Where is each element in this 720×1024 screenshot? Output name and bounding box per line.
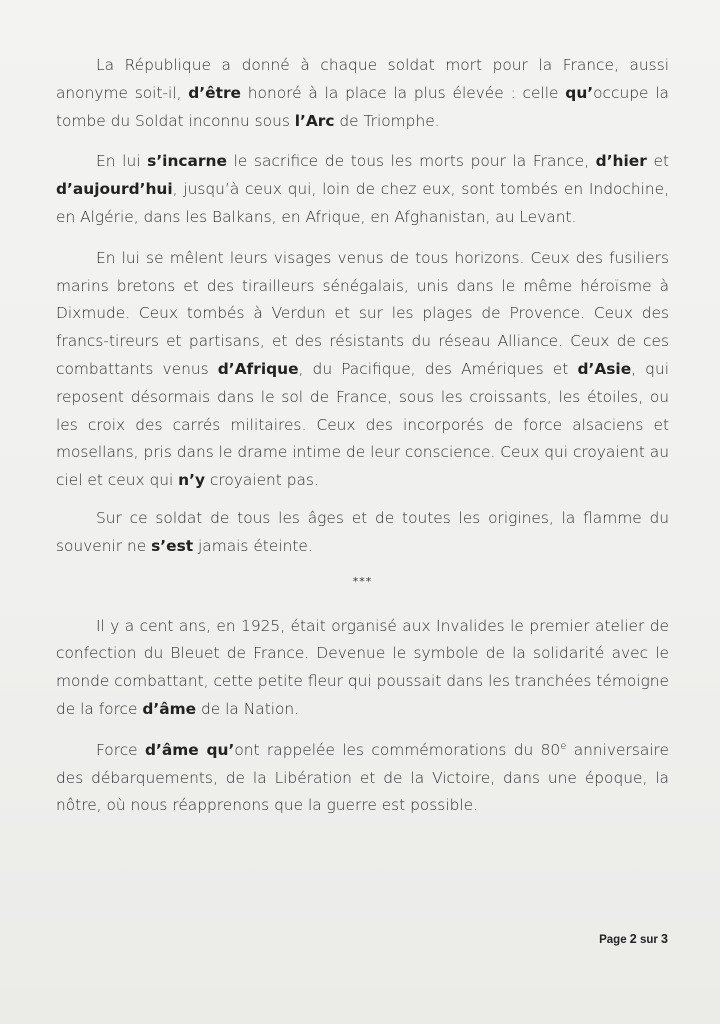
emphasized-text: d’âme [142, 699, 197, 718]
text-segment: , qui reposent désormais dans le sol de France, sous les croissants, les étoiles, ou les croix des carrés militaires. Ceux des incorporés de force alsaciens et mosellans, pris dans le drame intime de leur conscience. Ceux qui croyaient au ciel et ceux qui [56, 359, 669, 490]
text-segment: de la Nation. [196, 699, 300, 718]
text-segment: Force [96, 740, 145, 759]
emphasized-text: d’hier [595, 152, 647, 171]
text-segment: de Triomphe. [334, 111, 440, 130]
emphasized-text: d’âme qu’ [145, 740, 235, 759]
page-number-current: 2 [629, 932, 637, 946]
text-segment: , jusqu’à ceux qui, loin de chez eux, sont tombés en Indochine, en Algérie, dans les Balkans, en Afrique, en Afghanistan, au Levant. [56, 180, 669, 226]
text-segment: le sacrifice de tous les morts pour la France, [226, 152, 596, 171]
section-separator: *** [352, 574, 373, 588]
emphasized-text: d’Afrique [217, 359, 299, 378]
emphasized-text: qu’ [565, 83, 594, 102]
paragraph-3 [56, 245, 669, 495]
text-segment: occupe la tombe du Soldat inconnu sous [56, 83, 669, 130]
page-number [599, 932, 668, 946]
text-segment: jamais éteinte. [193, 536, 313, 555]
emphasized-text: d’aujourd’hui [56, 180, 173, 199]
text-segment: croyaient pas. [205, 471, 319, 490]
paragraph-2 [56, 148, 669, 231]
text-segment: ont rappelée les commémorations du 80 [234, 740, 561, 759]
text-segment: anniversaire des débarquements, de la Libération et de la Victoire, dans une époque, la nôtre, où nous réapprenons que la guerre est possible. [56, 740, 669, 815]
text-segment: Il y a cent ans, en 1925, était organisé aux Invalides le premier atelier de confection du Bleuet de France. Devenue le symbole de la solidarité avec le monde combattant, cette petite fleur qui poussait dans les tranchées témoigne de la force [56, 616, 669, 718]
text-segment: e [560, 740, 567, 752]
emphasized-text: l’Arc [294, 111, 335, 130]
page-number-middle: sur [636, 934, 662, 946]
paragraph-4 [56, 505, 669, 561]
text-segment: Sur ce soldat de tous les âges et de toutes les origines, la flamme du souvenir ne [56, 508, 669, 555]
text-segment: , du Pacifique, des Amériques et [298, 359, 578, 378]
paragraph-5 [56, 613, 669, 724]
text-segment: La République a donné à chaque soldat mort pour la France, aussi anonyme soit-il, [56, 56, 669, 102]
text-segment: En lui [96, 152, 148, 171]
paragraph-6 [56, 737, 669, 820]
paragraph-1 [56, 52, 669, 135]
emphasized-text: d’Asie [577, 359, 632, 378]
page-number-prefix: Page [599, 934, 630, 946]
page-number-total: 3 [661, 932, 668, 946]
emphasized-text: s’est [151, 536, 194, 555]
body-text [56, 52, 669, 820]
emphasized-text: d’être [188, 83, 241, 102]
emphasized-text: s’incarne [147, 152, 227, 171]
emphasized-text: n’y [178, 471, 205, 490]
text-segment: honoré à la place la plus élevée : celle [240, 83, 566, 102]
text-segment: et [646, 152, 669, 171]
text-segment: En lui se mêlent leurs visages venus de tous horizons. Ceux des fusiliers marins bretons et des tirailleurs sénégalais, unis dans le même héroïsme à Dixmude. Ceux tombés à Verdun et sur les plages de Provence. Ceux des francs-tireurs et partisans, et des résistants du réseau Alliance. Ceux de ces combattants venus [56, 248, 669, 378]
